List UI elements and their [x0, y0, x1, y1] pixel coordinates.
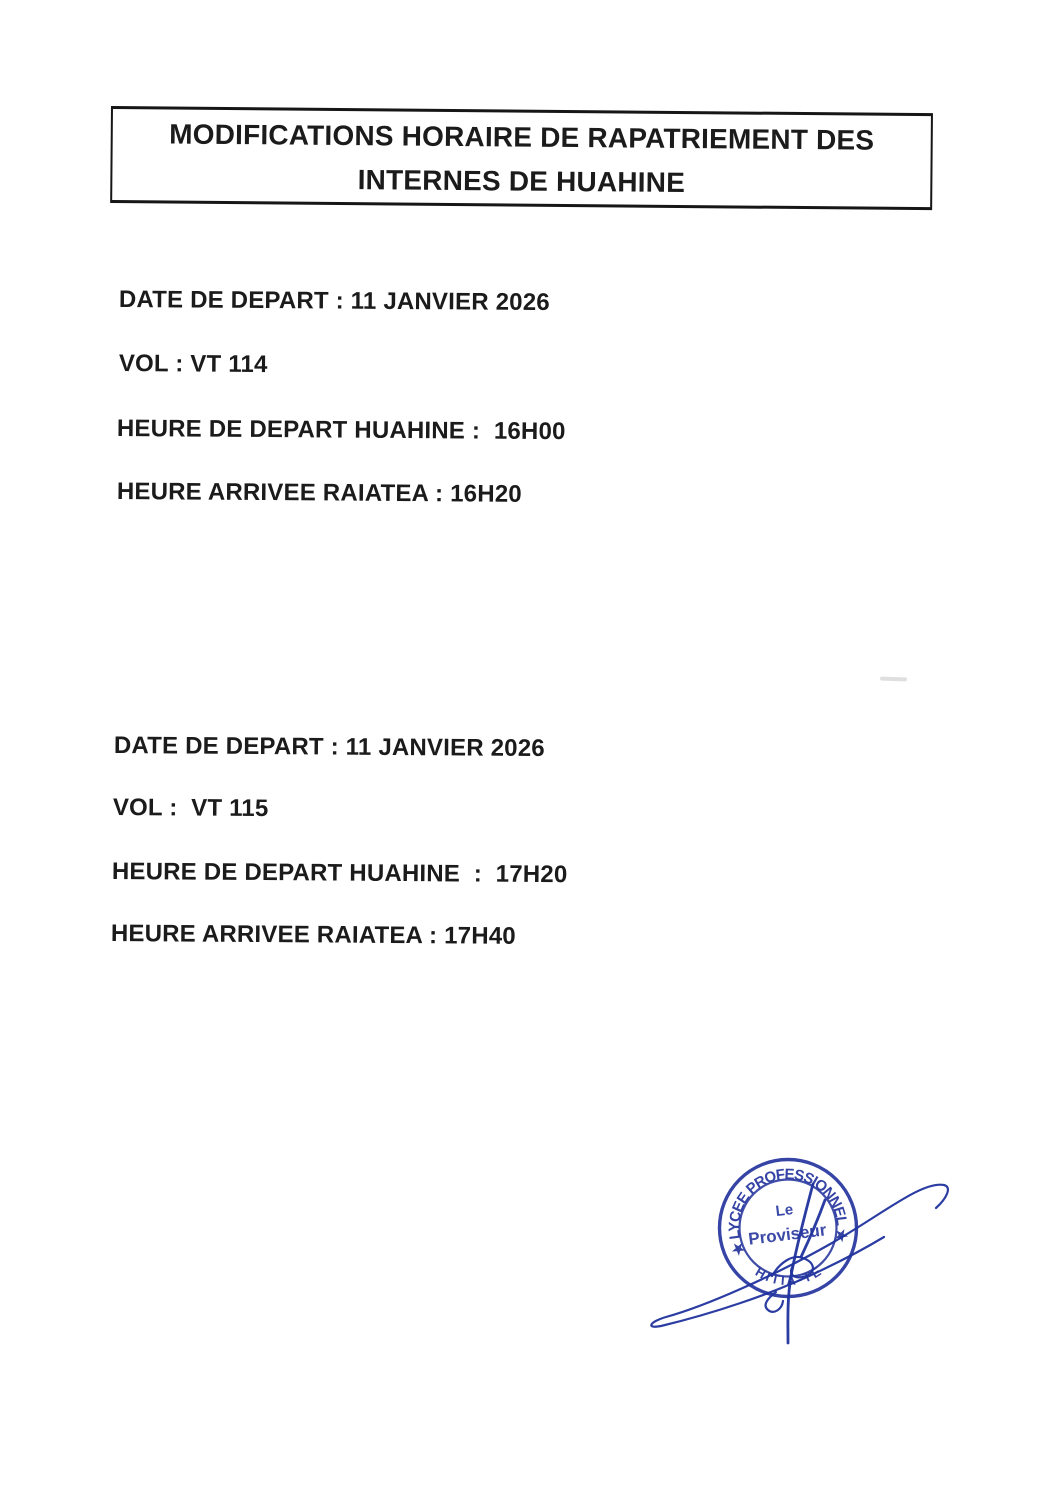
stamp-bottom-arc-text: HITIA-TE — [752, 1262, 826, 1289]
document-title-box — [110, 106, 933, 210]
flight1-vol-line: VOL : VT 114 — [118, 349, 268, 379]
signature-loop-stroke — [651, 1185, 948, 1327]
scan-artifact-dash — [880, 677, 907, 682]
flight2-vol-line: VOL : VT 115 — [112, 794, 269, 823]
stamp-top-arc-text: ★ LYCEE PROFESSIONNEL ★ — [725, 1165, 851, 1259]
flight1-date-line: DATE DE DEPART : 11 JANVIER 2026 — [118, 285, 550, 317]
official-stamp-and-signature — [600, 1120, 1030, 1450]
stamp-center-text-le: Le — [774, 1201, 795, 1221]
flight2-departure-time-line: HEURE DE DEPART HUAHINE : 17H20 — [111, 858, 568, 889]
flight2-arrival-time-line: HEURE ARRIVEE RAIATEA : 17H40 — [110, 920, 516, 950]
flight1-departure-time-line: HEURE DE DEPART HUAHINE : 16H00 — [116, 414, 566, 446]
flight2-date-line: DATE DE DEPART : 11 JANVIER 2026 — [113, 732, 545, 763]
stamp-center-text-proviseur: Proviseur — [747, 1220, 828, 1249]
document-title-line1: MODIFICATIONS HORAIRE DE RAPATRIEMENT DES — [169, 118, 875, 156]
document-title-line2: INTERNES DE HUAHINE — [357, 163, 686, 198]
flight1-arrival-time-line: HEURE ARRIVEE RAIATEA : 16H20 — [116, 477, 522, 508]
